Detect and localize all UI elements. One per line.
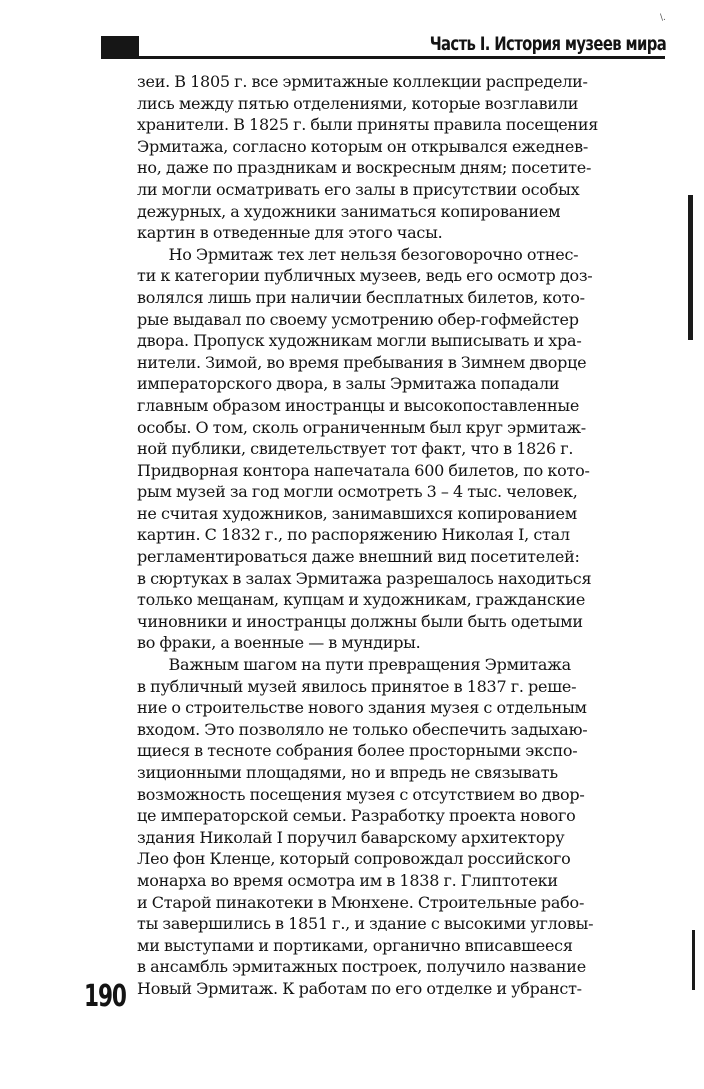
scan-edge-mark-bottom <box>692 930 695 990</box>
paragraph-3: Важным шагом на пути превращения Эрмитажа в публичный музей явилось принятое в 1837 г. реше- ние о строительстве нового здания музея с отдельным входом. Это позволяло не только обеспечить задыхаю- щиеся в тесноте собрания более просторными экспо- зиционными площадями, но и впредь не связывать возможность посещения музея с отсутствием во двор- це императорской семьи. Разработку проекта нового здания Николай I поручил баварскому архитектору Лео фон Кленце, который сопровождал российского монарха во время осмотра им в 1838 г. Глиптотеки и Старой пинакотеки в Мюнхене. Строительные рабо- ты завершились в 1851 г., и здание с высокими угловы- ми выступами и портиками, органично вписавшееся в ансамбль эрмитажных построек, получило название Новый Эрмитаж. К работам по его отделке и убранст- <box>137 655 594 998</box>
scan-edge-mark-top <box>688 195 693 340</box>
page-number: 190 <box>84 979 126 1014</box>
paragraph-1: зеи. В 1805 г. все эрмитажные коллекции распредели- лись между пятью отделениями, которые возглавили хранители. В 1825 г. были приняты правила посещения Эрмитажа, согласно которым он открывался ежеднев- но, даже по праздникам и воскресным дням; посетите- ли могли осматривать его залы в присутствии особых дежурных, а художники заниматься копированием картин в отведенные для этого часы. <box>137 72 599 243</box>
header-black-block <box>101 36 139 56</box>
paragraph-2: Но Эрмитаж тех лет нельзя безоговорочно отнес- ти к категории публичных музеев, ведь его осмотр доз- волялся лишь при наличии бесплатных билетов, кото- рые выдавал по своему усмотрению обер-гофмейстер двора. Пропуск художникам могли выписывать и хра- нители. Зимой, во время пребывания в Зимнем дворце императорского двора, в залы Эрмитажа попадали главным образом иностранцы и высокопоставленные особы. О том, сколь ограниченным был круг эрмитаж- ной публики, свидетельствует тот факт, что в 1826 г. Придворная контора напечатала 600 билетов, по кото- рым музей за год могли осмотреть 3 – 4 тыс. человек, не считая художников, занимавшихся копированием картин. С 1832 г., по распоряжению Николая I, стал регламентироваться даже внешний вид посетителей: в сюртуках в залах Эрмитажа разрешалось находиться только мещанам, купцам и художникам, гражданские чиновники и иностранцы должны были быть одетыми во фраки, а военные — в мундиры. <box>137 244 593 653</box>
body-text <box>137 71 665 1000</box>
header-rule <box>101 56 665 59</box>
running-title: Часть I. История музеев мира <box>429 33 666 55</box>
scan-speck: \. <box>660 13 666 23</box>
